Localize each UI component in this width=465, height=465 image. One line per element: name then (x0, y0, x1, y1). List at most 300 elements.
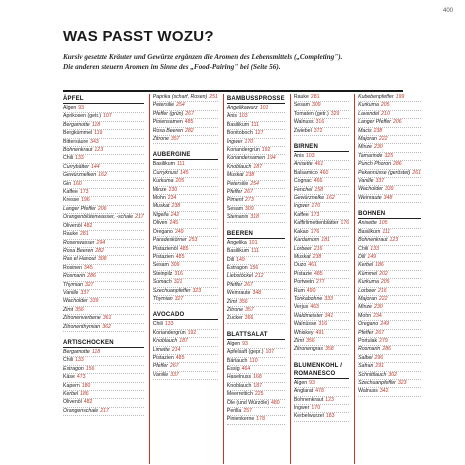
entry-page-number: 162 (326, 195, 335, 202)
entry-name: Knoblauch (152, 338, 178, 345)
index-entry (63, 181, 144, 189)
index-entry (63, 130, 144, 138)
entry-page-number: 107 (265, 349, 275, 356)
index-entry (153, 229, 218, 237)
entry-name: Kaffee (63, 189, 78, 196)
index-entry (358, 254, 421, 262)
entry-name: Wacholder (63, 298, 88, 305)
entry-name: Zitronenverbene (63, 315, 101, 322)
index-entry (153, 161, 218, 169)
entry-page-number: 111 (382, 228, 391, 235)
entry-page-number: 251 (209, 94, 218, 100)
index-entry (63, 324, 144, 332)
index-entry (358, 178, 421, 186)
entry-name: Zitronengras (293, 346, 323, 353)
entry-name: Angelika (226, 239, 247, 246)
entry-page-number: 464 (241, 365, 251, 372)
index-column (63, 94, 144, 464)
index-entry (294, 296, 349, 304)
entry-name: Waldmeister (293, 312, 323, 319)
index-entry (63, 383, 144, 391)
entry-name: Tamarinde (358, 152, 383, 159)
entry-name: Vanille (63, 289, 79, 296)
index-entry (294, 388, 349, 396)
entry-page-number: 309 (245, 205, 254, 212)
index-entry (294, 405, 349, 413)
entry-page-number: 110 (249, 357, 258, 364)
entry-page-number: 339 (89, 298, 99, 305)
entry-name: Thymian (63, 281, 83, 288)
entry-page-number: 491 (315, 329, 325, 336)
entry-name: Gin (63, 180, 72, 187)
index-entry (294, 271, 349, 279)
index-section (294, 94, 349, 136)
index-entry (227, 181, 285, 189)
entry-name: Orangenschale (63, 407, 99, 414)
entry-page-number: 168 (253, 374, 262, 381)
entry-page-number: 366 (244, 315, 254, 322)
entry-page-number: 362 (102, 323, 111, 330)
entry-name: Langer Pfeffer (358, 119, 391, 126)
index-entry (358, 220, 421, 228)
index-entry (358, 279, 421, 287)
index-entry (294, 397, 349, 405)
entry-name: Limette (152, 346, 170, 353)
entry-page-number: 173 (79, 189, 89, 196)
entry-page-number: 230 (168, 186, 178, 193)
entry-page-number: 93 (78, 105, 85, 111)
entry-name: Steinpilz (152, 270, 173, 277)
index-entry (227, 122, 285, 130)
index-entry (63, 366, 144, 374)
index-entry (63, 206, 144, 214)
entry-name: Algen (63, 105, 77, 111)
entry-name: Basilikum (226, 121, 250, 128)
index-entry (227, 307, 285, 315)
entry-page-number: 485 (314, 270, 323, 277)
entry-name: Kapern (63, 382, 80, 389)
index-entry (227, 155, 285, 163)
entry-page-number: 133 (164, 321, 174, 328)
index-entry (358, 144, 421, 152)
entry-name: Chili (358, 245, 369, 252)
index-entry (358, 271, 421, 279)
entry-page-number: 309 (312, 102, 321, 109)
index-entry (294, 313, 349, 321)
entry-page-number: 187 (253, 382, 263, 389)
entry-page-number: 281 (80, 231, 89, 238)
index-entry (227, 408, 285, 416)
index-entry (63, 147, 144, 155)
index-entry (294, 304, 349, 312)
entry-name: Portulak (358, 337, 378, 344)
entry-name: Basilikum (152, 161, 175, 168)
index-entry (358, 237, 421, 245)
index-entry (227, 400, 285, 408)
index-entry (153, 195, 218, 203)
entry-page-number: 249 (174, 228, 184, 235)
index-entry (63, 155, 144, 163)
index-entry (227, 349, 285, 357)
entry-name: Meerrettich (226, 391, 253, 398)
index-entry (227, 240, 285, 248)
index-entry (227, 366, 285, 374)
index-entry (153, 136, 218, 144)
entry-page-number: 348 (252, 290, 262, 297)
entry-page-number: 170 (244, 138, 254, 145)
entry-page-number: 111 (251, 121, 259, 128)
entry-page-number: 149 (236, 256, 245, 263)
entry-name: Liebstöckel (226, 273, 253, 280)
index-entry (358, 111, 421, 119)
entry-name: Zimt (226, 298, 237, 305)
entry-page-number: 160 (73, 180, 82, 187)
index-entry (63, 164, 144, 172)
entry-name: Muskat (226, 172, 244, 179)
entry-page-number: 123 (389, 237, 399, 244)
index-entry (153, 355, 218, 363)
index-entry (358, 288, 421, 296)
index-entry (63, 391, 144, 399)
entry-name: Salbei (358, 354, 373, 361)
entry-name: Koriandergrün (152, 329, 186, 336)
entry-page-number: 267 (375, 329, 385, 336)
entry-name: Cognac (293, 178, 312, 185)
entry-page-number: 460 (319, 169, 329, 176)
entry-name: Pfeffer (152, 363, 169, 370)
index-entry (153, 338, 218, 346)
entry-name: Bohnenkraut (63, 147, 93, 154)
index-entry (63, 265, 144, 273)
index-entry (153, 271, 218, 279)
index-entry (294, 229, 349, 237)
entry-page-number: 316 (315, 119, 325, 126)
entry-page-number: 212 (254, 273, 264, 280)
entry-page-number: 133 (370, 245, 379, 252)
entry-name: Rosa Beeren (63, 247, 94, 254)
index-entry (227, 257, 285, 265)
index-entry (294, 153, 349, 161)
index-entry (294, 170, 349, 178)
entry-name: Rosenwasser (63, 239, 95, 246)
index-entry (358, 346, 421, 354)
entry-page-number: 463 (310, 304, 319, 311)
entry-name: Gewürznelken (63, 172, 97, 179)
index-entry (358, 262, 421, 270)
entry-page-number: 466 (313, 178, 323, 185)
entry-page-number: 325 (384, 152, 394, 159)
entry-page-number: 93 (242, 340, 248, 347)
entry-name: Rauke (293, 94, 309, 100)
entry-name: Kaffirlimettenblätter (293, 220, 339, 227)
entry-name: Muskat (293, 253, 311, 260)
entry-page-number: 196 (81, 197, 90, 204)
entry-page-number: 183 (325, 413, 335, 420)
entry-page-number: 156 (249, 264, 259, 271)
entry-page-number: 343 (90, 138, 99, 145)
section-heading: BOHNEN (358, 209, 421, 219)
index-entry (358, 136, 421, 144)
entry-name: Currybätter (63, 163, 89, 170)
entry-name: Bohnenkraut (293, 396, 324, 403)
entry-name: Tomaten (getr.) (293, 110, 329, 117)
entry-name: Rosa Beeren (152, 127, 184, 134)
index-column (290, 94, 349, 464)
entry-page-number: 217 (100, 407, 109, 414)
entry-name: Essig (226, 365, 240, 372)
entry-name: Gewürznelke (293, 195, 325, 202)
entry-name: Aprikosen (getr.) (63, 113, 102, 120)
index-entry (294, 288, 349, 296)
entry-name: Balsamico (293, 169, 318, 176)
entry-page-number: 249 (380, 321, 389, 328)
index-entry (294, 212, 349, 220)
index-entry (63, 223, 144, 231)
entry-page-number: 205 (175, 178, 185, 185)
section-heading: BIRNEN (294, 142, 349, 152)
index-entry (227, 197, 285, 205)
entry-page-number: 214 (171, 346, 181, 353)
entry-name: Lorbeer (358, 287, 376, 294)
entry-page-number: 222 (378, 136, 388, 143)
entry-page-number: 296 (374, 354, 384, 361)
entry-name: Kardamom (293, 237, 320, 244)
entry-name: Schnittlauch (358, 371, 387, 378)
section-heading: BEEREN (227, 229, 285, 239)
entry-name: Punch Phoron (358, 161, 391, 168)
entry-name: Szechuanpfeffer (358, 380, 396, 386)
entry-page-number: 105 (378, 220, 388, 227)
index-entry (153, 279, 218, 287)
entry-page-number: 482 (83, 399, 93, 406)
index-entry (227, 130, 285, 138)
index-entry (63, 240, 144, 248)
entry-name: Apfelsaft (gepr.) (226, 349, 264, 356)
entry-name: Pfeffer (grün) (152, 110, 184, 117)
entry-page-number: 205 (380, 102, 390, 109)
index-entry (358, 128, 421, 136)
index-entry (153, 262, 218, 270)
index-entry (227, 358, 285, 366)
entry-name: Curryknust (152, 169, 178, 176)
entry-name: Whiskey (293, 329, 314, 336)
index-entry (358, 102, 421, 110)
entry-name: Thymian (152, 295, 173, 302)
entry-name: Piment (226, 197, 244, 204)
index-entry (153, 372, 218, 380)
index-entry (153, 363, 218, 371)
index-entry (63, 231, 144, 239)
entry-page-number: 253 (188, 237, 198, 244)
index-entry (153, 254, 218, 262)
entry-page-number: 107 (103, 113, 112, 120)
entry-name: Rosmarin (63, 273, 86, 280)
entry-name: Bergamotte (63, 121, 90, 128)
entry-page-number: 302 (388, 371, 398, 378)
entry-page-number: 308 (97, 256, 107, 263)
entry-name: Ingwer (293, 203, 310, 210)
entry-page-number: 267 (244, 189, 253, 196)
entry-name: Sesam (152, 262, 169, 269)
entry-name: Pfeffer (226, 189, 243, 196)
entry-name: Oregano (152, 228, 173, 235)
entry-page-number: 205 (380, 279, 390, 286)
entry-page-number: 176 (340, 220, 350, 227)
pairing-index (63, 94, 421, 464)
entry-name: Bohnenkraut (358, 237, 388, 244)
entry-name: Ouzo (293, 262, 307, 269)
entry-page-number: 318 (250, 214, 259, 221)
index-entry (227, 383, 285, 391)
entry-name: Zitrone (152, 136, 169, 143)
entry-page-number: 238 (171, 203, 181, 210)
entry-name: Pistazie (293, 270, 313, 277)
index-entry (358, 296, 421, 304)
index-entry (153, 102, 218, 110)
index-entry (294, 178, 349, 186)
index-entry (294, 94, 349, 102)
entry-name: Estragon (226, 264, 248, 271)
index-entry (227, 299, 285, 307)
index-entry (63, 197, 144, 205)
entry-page-number: 356 (305, 337, 315, 344)
index-entry (153, 220, 218, 228)
entry-name: Weinraute (358, 194, 382, 201)
entry-name: Petersilie (226, 180, 249, 187)
index-entry (294, 246, 349, 254)
index-entry (358, 380, 421, 388)
index-entry (294, 187, 349, 195)
entry-name: Oregano (358, 321, 379, 328)
index-entry (358, 153, 421, 161)
entry-name: Macis (358, 127, 372, 134)
entry-page-number: 192 (187, 329, 197, 336)
entry-page-number: 222 (378, 295, 388, 302)
index-section (294, 361, 349, 422)
entry-name: Olivenöl (63, 399, 82, 406)
page-title: WAS PASST WOZU? (63, 28, 214, 45)
index-entry (63, 214, 144, 222)
index-entry (153, 246, 218, 254)
entry-name: Basilikum (226, 248, 250, 255)
entry-name: Zucker (226, 315, 243, 322)
index-section (294, 142, 349, 355)
entry-page-number: 234 (373, 312, 382, 319)
entry-name: Olivenöl (63, 222, 82, 229)
index-entry (227, 147, 285, 155)
index-entry (227, 248, 285, 256)
entry-page-number: 294 (96, 239, 106, 246)
index-entry (294, 279, 349, 287)
index-entry (358, 246, 421, 254)
entry-page-number: 478 (315, 388, 324, 395)
entry-name: Zwiebel (293, 127, 312, 134)
entry-name: Anisette (358, 220, 377, 227)
entry-page-number: 461 (314, 161, 324, 168)
entry-page-number: 339 (384, 186, 394, 193)
entry-page-number: 234 (167, 195, 177, 202)
index-entry (294, 321, 349, 329)
entry-page-number: 358 (324, 346, 334, 353)
entry-page-number: 361 (102, 315, 112, 322)
index-entry (227, 273, 285, 281)
entry-page-number: 216 (313, 245, 323, 252)
index-entry (227, 265, 285, 273)
entry-page-number: 187 (253, 163, 263, 170)
index-section (358, 94, 421, 203)
entry-page-number: 103 (305, 153, 315, 160)
entry-name: Fenchel (293, 186, 313, 193)
entry-page-number: 473 (76, 374, 86, 381)
index-entry (63, 349, 144, 357)
entry-name: Bärlauch (226, 357, 248, 364)
entry-page-number: 176 (310, 228, 320, 235)
entry-name: Pfeffer (226, 281, 243, 288)
index-entry (153, 187, 218, 195)
entry-page-number: 111 (176, 161, 185, 168)
index-entry (358, 313, 421, 321)
index-section (153, 310, 218, 380)
entry-page-number: 170 (311, 203, 321, 210)
entry-name: Käse (63, 374, 75, 381)
index-entry (294, 413, 349, 421)
entry-page-number: 345 (84, 264, 93, 271)
index-entry (358, 321, 421, 329)
entry-page-number: 186 (375, 262, 384, 269)
entry-page-number: 202 (379, 270, 388, 277)
entry-name: Sesam (293, 102, 310, 109)
entry-page-number: 242 (170, 211, 180, 218)
index-entry (153, 111, 218, 119)
index-entry (63, 105, 144, 113)
index-entry (153, 330, 218, 338)
entry-page-number: 286 (393, 161, 402, 168)
entry-name: Ingwer (226, 138, 243, 145)
entry-name: Lavendel (358, 110, 380, 117)
entry-name: Perilla (226, 408, 242, 414)
entry-page-number: 199 (395, 94, 405, 100)
entry-page-number: 291 (375, 363, 385, 370)
entry-name: Pistazien (152, 253, 174, 260)
entry-page-number: 186 (80, 391, 89, 397)
entry-name: Chili (63, 357, 74, 364)
entry-name: Kümmel (358, 270, 378, 277)
index-entry (63, 408, 144, 416)
entry-page-number: 321 (173, 279, 183, 286)
index-entry (294, 338, 349, 346)
entry-name: Vanille (152, 371, 169, 378)
entry-name: Dill (358, 253, 366, 260)
entry-name: Koriandergrün (226, 147, 260, 154)
index-entry (294, 203, 349, 211)
index-entry (358, 195, 421, 203)
entry-name: Walnüsse (293, 321, 317, 328)
entry-page-number: 118 (91, 348, 101, 355)
section-heading: BLUMENKOHL / ROMANESCO (294, 361, 349, 379)
index-entry (63, 298, 144, 306)
index-entry (358, 186, 421, 194)
entry-name: Zimt (293, 337, 304, 344)
entry-page-number: 144 (90, 163, 100, 170)
index-entry (227, 290, 285, 298)
index-entry (63, 282, 144, 290)
entry-page-number: 230 (373, 304, 383, 311)
entry-name: Pekannüsse (geröstet) (358, 169, 411, 176)
entry-name: Szechuanpfeffer (152, 287, 191, 294)
entry-page-number: 490 (306, 287, 316, 294)
entry-page-number: 372 (313, 127, 323, 134)
index-entry (153, 203, 218, 211)
